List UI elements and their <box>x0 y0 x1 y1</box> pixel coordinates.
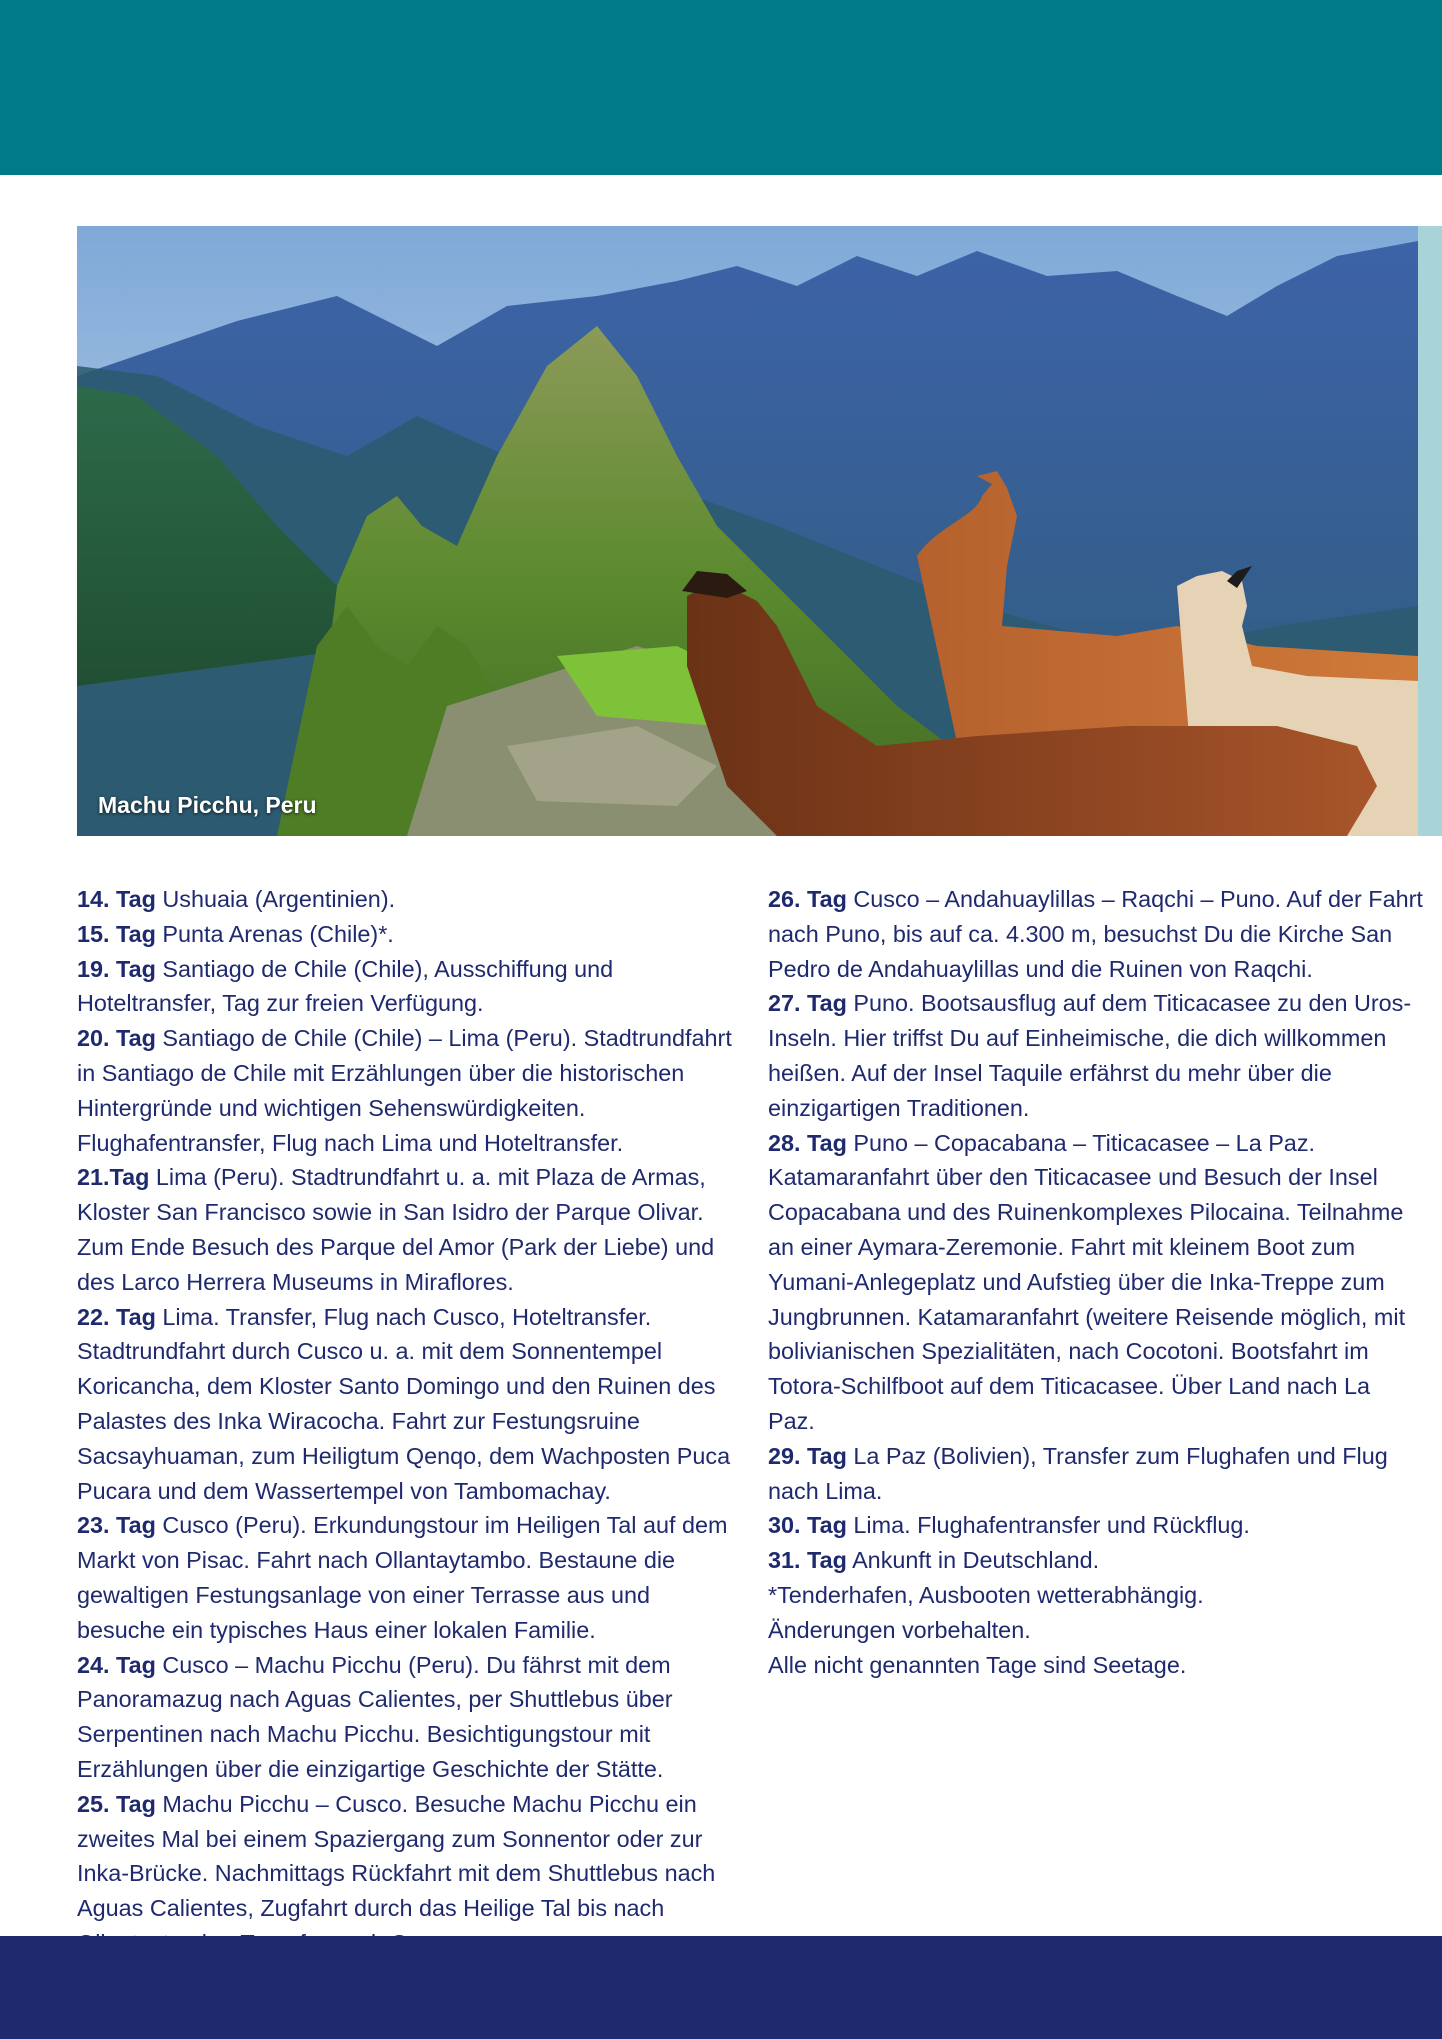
itinerary-entry <box>768 1543 1423 1578</box>
itinerary-column-left <box>77 882 732 1961</box>
itinerary-entry <box>77 1787 732 1961</box>
day-text: Santiago de Chile (Chile), Ausschiffung und Hoteltransfer, Tag zur freien Verfügung. <box>77 955 614 1017</box>
machu-picchu-photo <box>77 226 1418 836</box>
day-label: 29. Tag <box>768 1442 847 1469</box>
day-label: 25. Tag <box>77 1790 156 1817</box>
day-text: Cusco – Andahuaylillas – Raqchi – Puno. Auf der Fahrt nach Puno, bis auf ca. 4.300 m, besuchst Du die Kirche San Pedro de Andahuaylillas und die Ruinen von Raqchi. <box>768 886 1423 982</box>
day-text: Puno. Bootsausflug auf dem Titicacasee zu den Uros-Inseln. Hier triffst Du auf Einheimische, die dich willkommen heißen. Auf der Insel Taquile erfährst du mehr über die einzigartigen Traditionen. <box>768 990 1412 1121</box>
itinerary-entry <box>77 917 732 952</box>
itinerary-column-right <box>768 882 1423 1682</box>
day-label: 24. Tag <box>77 1651 156 1678</box>
day-text: Ankunft in Deutschland. <box>846 1547 1100 1574</box>
itinerary-entry <box>768 1508 1423 1543</box>
itinerary-entry <box>77 1648 732 1787</box>
day-label: 28. Tag <box>768 1129 847 1156</box>
itinerary-entry <box>77 882 732 917</box>
day-text: Cusco – Machu Picchu (Peru). Du fährst mit dem Panoramazug nach Aguas Calientes, per Shuttlebus über Serpentinen nach Machu Picchu. Besichtigungstour mit Erzählungen über die einzigartige Geschichte der Stätte. <box>77 1651 673 1782</box>
itinerary-entry <box>768 1439 1423 1509</box>
day-label: 23. Tag <box>77 1512 156 1539</box>
day-label: 15. Tag <box>77 920 156 947</box>
day-text: Lima (Peru). Stadtrundfahrt u. a. mit Plaza de Armas, Kloster San Francisco sowie in San Isidro der Parque Olivar. Zum Ende Besuch des Parque del Amor (Park der Liebe) und des Larco Herrera Museums in Miraflores. <box>77 1164 715 1295</box>
header-band <box>0 0 1442 175</box>
day-label: 19. Tag <box>77 955 156 982</box>
day-label: 30. Tag <box>768 1512 847 1539</box>
day-label: 26. Tag <box>768 886 847 912</box>
itinerary-entry <box>77 1300 732 1509</box>
side-accent-bar <box>1418 226 1442 836</box>
footnote: Änderungen vorbehalten. <box>768 1616 1031 1643</box>
day-text: Santiago de Chile (Chile) – Lima (Peru). Stadtrundfahrt in Santiago de Chile mit Erzählungen über die historischen Hintergründe und wichtigen Sehenswürdigkeiten. Flughafentransfer, Flug nach Lima und Hoteltransfer. <box>77 1025 732 1156</box>
itinerary-entry <box>768 1126 1423 1439</box>
day-label: 22. Tag <box>77 1303 156 1330</box>
day-label: 31. Tag <box>768 1547 847 1574</box>
day-label: 14. Tag <box>77 886 156 912</box>
footnote: *Tenderhafen, Ausbooten wetterabhängig. <box>768 1581 1204 1608</box>
day-text: Cusco (Peru). Erkundungstour im Heiligen Tal auf dem Markt von Pisac. Fahrt nach Ollantaytambo. Bestaune die gewaltigen Festungsanlage von einer Terrasse aus und besuche ein typisches Haus einer lokalen Familie. <box>77 1512 728 1643</box>
itinerary-entry <box>77 1021 732 1160</box>
itinerary-entry <box>77 1160 732 1299</box>
day-text: Puno – Copacabana – Titicacasee – La Paz. Katamaranfahrt über den Titicacasee und Besuch der Insel Copacabana und des Ruinenkomplexes Pilocaina. Teilnahme an einer Aymara-Zeremonie. Fahrt mit kleinem Boot zum Yumani-Anlegeplatz und Aufstieg über die Inka-Treppe zum Jungbrunnen. Katamaranfahrt (weitere Reisende möglich, mit bolivianischen Spezialitäten, nach Cocotoni. Bootsfahrt im Totora-Schilfboot auf dem Titicacasee. Über Land nach La Paz. <box>768 1129 1406 1434</box>
itinerary-entry <box>768 986 1423 1125</box>
day-label: 27. Tag <box>768 990 847 1017</box>
footer-band <box>0 1936 1442 2039</box>
day-text: La Paz (Bolivien), Transfer zum Flughafen und Flug nach Lima. <box>768 1442 1388 1504</box>
photo-caption: Machu Picchu, Peru <box>98 792 317 818</box>
day-text: Lima. Flughafentransfer und Rückflug. <box>846 1512 1250 1539</box>
day-text: Lima. Transfer, Flug nach Cusco, Hoteltransfer. Stadtrundfahrt durch Cusco u. a. mit dem Sonnentempel Koricancha, dem Kloster Santo Domingo und den Ruinen des Palastes des Inka Wiracocha. Fahrt zur Festungsruine Sacsayhuaman, zum Heiligtum Qenqo, dem Wachposten Puca Pucara und dem Wassertempel von Tambomachay. <box>77 1303 731 1504</box>
footnote: Alle nicht genannten Tage sind Seetage. <box>768 1651 1187 1678</box>
day-text: Machu Picchu – Cusco. Besuche Machu Picchu ein zweites Mal bei einem Spaziergang zum Sonnentor oder zur Inka-Brücke. Nachmittags Rückfahrt mit dem Shuttlebus nach Aguas Calientes, Zugfahrt durch das Heilige Tal bis nach <box>77 1790 716 1922</box>
day-label: 20. Tag <box>77 1025 156 1052</box>
itinerary-entry <box>77 952 732 1022</box>
day-text: Punta Arenas (Chile)*. <box>155 920 394 947</box>
itinerary-entry <box>768 882 1423 986</box>
itinerary-entry <box>77 1508 732 1647</box>
day-label: 21.Tag <box>77 1164 150 1191</box>
day-text: Ushuaia (Argentinien). <box>155 886 396 912</box>
